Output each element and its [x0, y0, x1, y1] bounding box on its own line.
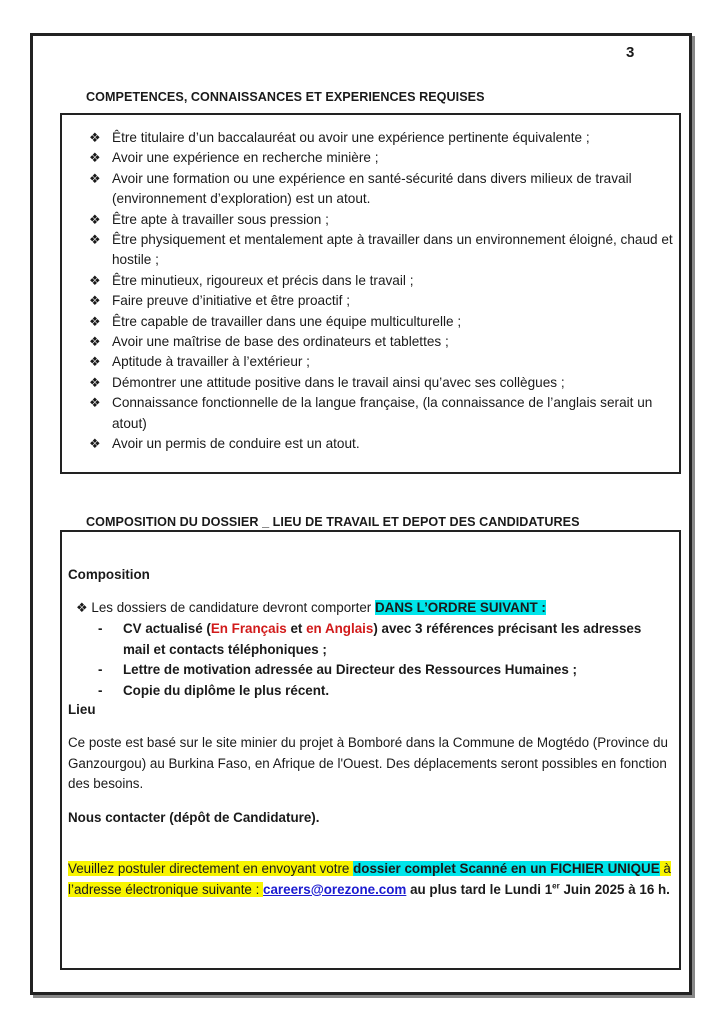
- lieu-text: Ce poste est basé sur le site minier du projet à Bomboré dans la Commune de Mogtédo (Province du Ganzourgou) au Burkina Faso, en Afrique de l'Ouest. Des déplacements seront possibles en fonction des besoins.: [68, 735, 668, 791]
- diamond-bullet-icon: ❖: [89, 293, 101, 309]
- contact-label: Nous contacter (dépôt de Candidature).: [68, 810, 320, 825]
- diamond-bullet-icon: ❖: [89, 130, 101, 145]
- diamond-bullet-icon: ❖: [89, 436, 101, 452]
- diamond-bullet-icon: ❖: [89, 150, 101, 166]
- diamond-bullet-icon: ❖: [89, 232, 101, 248]
- dash-marker: -: [98, 621, 103, 636]
- french-label: En Français: [210, 621, 287, 636]
- dash-marker: -: [98, 662, 103, 677]
- list-item: ❖ Faire preuve d’initiative et être proactif ;: [62, 291, 679, 311]
- apply-instructions: Veuillez postuler directement en envoyant votre dossier complet Scanné en un FICHIER UNIQUE à l’adresse électronique suivante : careers@orezone.com au plus tard le Lundi 1er Juin 2025 à 16 h.: [68, 861, 671, 897]
- list-item: ❖ Avoir une maîtrise de base des ordinateurs et tablettes ;: [62, 332, 679, 352]
- list-item: ❖ Avoir un permis de conduire est un atout.: [62, 434, 679, 454]
- english-label: en Anglais: [306, 621, 374, 636]
- list-item: ❖ Démontrer une attitude positive dans le travail ainsi qu’avec ses collègues ;: [62, 373, 679, 393]
- list-item: ❖ Avoir une formation ou une expérience en santé-sécurité dans divers milieux de travail (environnement d’exploration) est un atout.: [89, 170, 632, 207]
- dossier-heading: COMPOSITION DU DOSSIER _ LIEU DE TRAVAIL ET DEPOT DES CANDIDATURES: [86, 515, 580, 529]
- list-item: ❖ Être capable de travailler dans une équipe multiculturelle ;: [62, 312, 679, 332]
- diamond-bullet-icon: ❖: [89, 170, 101, 186]
- list-item: ❖ Connaissance fonctionnelle de la langue française, (la connaissance de l’anglais serait un atout): [89, 395, 653, 431]
- requirements-list: [62, 128, 679, 455]
- letter-item: - Lettre de motivation adressée au Directeur des Ressources Humaines ;: [98, 660, 668, 681]
- diamond-bullet-icon: ❖: [89, 272, 101, 288]
- list-item: ❖ Aptitude à travailler à l’extérieur ;: [62, 352, 679, 372]
- list-item: ❖ Être apte à travailler sous pression ;: [62, 210, 679, 230]
- single-file-highlight: dossier complet Scanné en un FICHIER UNIQUE: [353, 861, 660, 876]
- diamond-bullet-icon: ❖: [89, 374, 101, 390]
- diploma-item: - Copie du diplôme le plus récent.: [98, 681, 668, 702]
- list-item: ❖ Être physiquement et mentalement apte à travailler dans un environnement éloigné, chaud et hostile ;: [89, 232, 673, 268]
- dossier-box: [60, 530, 681, 970]
- diamond-bullet-icon: ❖: [89, 334, 101, 350]
- diamond-bullet-icon: ❖: [89, 395, 101, 411]
- diamond-bullet-icon: ❖: [89, 354, 101, 370]
- lieu-label: Lieu: [68, 702, 96, 717]
- email-link[interactable]: careers@orezone.com: [263, 881, 407, 897]
- order-highlight: DANS L’ORDRE SUIVANT :: [374, 600, 546, 615]
- composition-intro: ❖ Les dossiers de candidature devront comporter DANS L’ORDRE SUIVANT :: [76, 600, 546, 615]
- requirements-box: [60, 113, 681, 474]
- diamond-bullet-icon: ❖: [89, 313, 101, 329]
- requirements-heading: COMPETENCES, CONNAISSANCES ET EXPERIENCES REQUISES: [86, 90, 485, 104]
- dash-marker: -: [98, 683, 103, 698]
- composition-label: Composition: [68, 567, 150, 582]
- diamond-bullet-icon: ❖: [76, 600, 88, 615]
- list-item: ❖ Être minutieux, rigoureux et précis dans le travail ;: [62, 271, 679, 291]
- cv-item: - CV actualisé (En Français et en Anglais) avec 3 références précisant les adresses mail et contacts téléphoniques ;: [98, 621, 642, 657]
- list-item: ❖ Avoir une expérience en recherche minière ;: [62, 148, 679, 168]
- page-number: 3: [626, 44, 635, 61]
- diamond-bullet-icon: ❖: [89, 211, 101, 227]
- list-item: ❖ Être titulaire d’un baccalauréat ou avoir une expérience pertinente équivalente ;: [62, 128, 679, 148]
